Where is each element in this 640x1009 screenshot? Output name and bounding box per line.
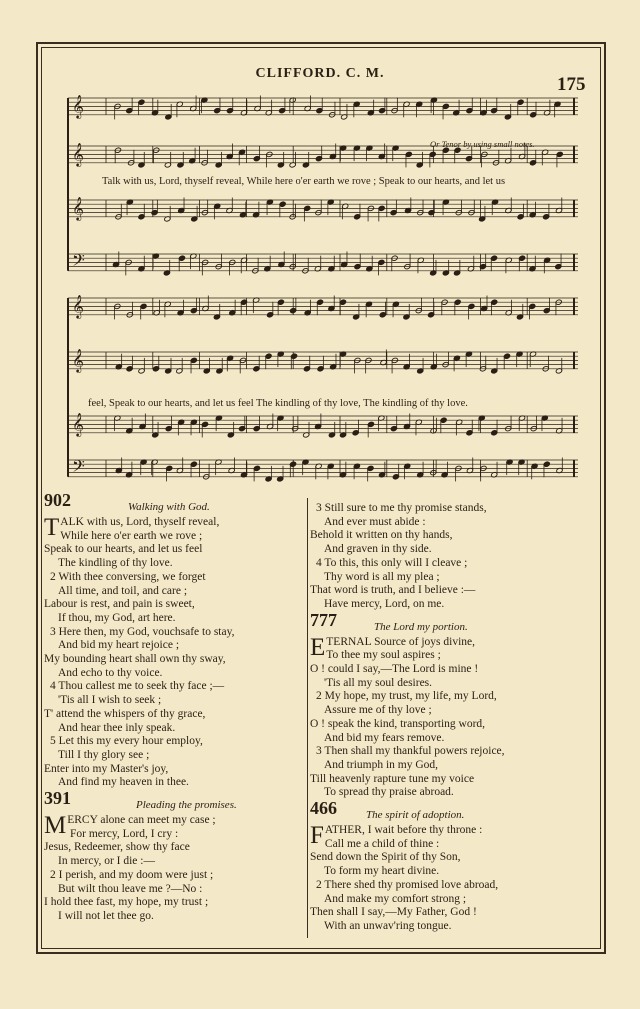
verse-line: And hear thee inly speak. (58, 721, 176, 734)
verse-line: 2 My hope, my trust, my life, my Lord, (316, 690, 497, 703)
verse-line: ALK with us, Lord, thyself reveal, (60, 516, 220, 528)
svg-text:𝄢: 𝄢 (72, 456, 85, 481)
hymn-777 (310, 609, 580, 800)
music-staff (68, 94, 578, 120)
svg-text:𝄞: 𝄞 (72, 294, 84, 319)
verse-line: While here o'er earth we rove ; (60, 529, 203, 542)
hymn-number: 777 (310, 609, 337, 630)
verse-line: TERNAL Source of joys divine, (326, 635, 476, 648)
verse-line: Till heavenly rapture tune my voice (310, 772, 475, 785)
verse-line: To form my heart divine. (324, 865, 440, 878)
left-column (44, 490, 306, 924)
verse-line: The kindling of thy love. (58, 557, 173, 570)
hymn-number: 466 (310, 798, 337, 819)
verse-line: Then shall I say,—My Father, God ! (310, 906, 477, 919)
verse-line: 3 Here then, my God, vouchsafe to stay, (50, 625, 235, 638)
verse-line: To spread thy praise abroad. (324, 786, 454, 799)
svg-text:𝄞: 𝄞 (72, 348, 84, 373)
tenor-note: Or Tenor by using small notes. (430, 139, 535, 149)
verse-line: If thou, my God, art here. (58, 611, 176, 624)
verse-line: Jesus, Redeemer, show thy face (44, 841, 190, 854)
music-staff (68, 250, 578, 276)
verse-line: And triumph in my God, (324, 758, 439, 771)
verse-line: In mercy, or I die :— (58, 855, 155, 868)
verse-line: Assure me of thy love ; (324, 704, 432, 717)
verse-line: Send down the Spirit of thy Son, (310, 851, 461, 864)
verse-line: And bid my heart rejoice ; (58, 639, 180, 652)
hymn-391-continued (310, 502, 580, 612)
verse-line: Enter into my Master's joy, (44, 762, 169, 775)
music-staff (68, 456, 578, 482)
svg-text:𝄞: 𝄞 (72, 196, 84, 221)
hymn-466 (310, 798, 580, 934)
verse-line: And ever must abide : (324, 515, 426, 528)
right-column (310, 502, 580, 934)
hymn-391 (44, 788, 306, 924)
hymn-number: 902 (44, 490, 71, 510)
verse-line: ERCY alone can meet my case ; (67, 814, 216, 827)
verse-line: T' attend the whispers of thy grace, (44, 707, 206, 720)
drop-cap: E (310, 633, 326, 661)
verse-line: I will not let thee go. (58, 909, 154, 922)
hymn-title: Pleading the promises. (136, 799, 237, 812)
verse-line: For mercy, Lord, I cry : (70, 827, 179, 840)
verse-line: With an unwav'ring tongue. (324, 919, 452, 932)
verse-line: Call me a child of thine : (324, 837, 440, 850)
svg-text:𝄢: 𝄢 (72, 250, 85, 275)
verse-line: And bid my fears remove. (324, 731, 445, 744)
drop-cap: M (44, 812, 67, 840)
hymn-title: Walking with God. (128, 501, 210, 513)
verse-line: Labour is rest, and pain is sweet, (44, 598, 195, 611)
verse-line: 4 To this, this only will I cleave ; (316, 556, 468, 569)
hymn-title: The spirit of adoption. (366, 809, 465, 822)
lyrics-system-2: feel, Speak to our hearts, and let us feel The kindling of thy love, The kindling of thy love. (88, 398, 468, 409)
verse-line: And graven in thy side. (324, 543, 432, 556)
verse-line: All time, and toil, and care ; (58, 584, 188, 597)
page-number: 175 (557, 74, 586, 95)
drop-cap: F (310, 822, 324, 850)
column-divider (307, 498, 308, 938)
verse-line: My bounding heart shall own thy sway, (44, 653, 226, 666)
verse-line: 2 There shed thy promised love abroad, (316, 878, 499, 891)
tune-title: CLIFFORD. C. M. (255, 66, 385, 81)
music-system-2 (66, 290, 582, 496)
svg-text:𝄞: 𝄞 (72, 412, 84, 437)
svg-text:𝄞: 𝄞 (72, 142, 84, 167)
verse-line: I hold thee fast, my hope, my trust ; (44, 896, 209, 909)
verse-line: To thee my soul aspires ; (326, 649, 441, 662)
drop-cap: T (44, 514, 60, 541)
verse-line: 'Tis all my soul desires. (324, 676, 433, 689)
verse-line: 3 Then shall my thankful powers rejoice, (316, 745, 505, 758)
verse-line: Till I thy glory see ; (58, 748, 150, 761)
verse-line: O ! speak the kind, transporting word, (310, 717, 486, 730)
music-staff (68, 348, 578, 374)
verse-line: Speak to our hearts, and let us feel (44, 543, 203, 556)
hymn-title: The Lord my portion. (374, 620, 468, 633)
verse-line: O ! could I say,—The Lord is mine ! (310, 663, 479, 676)
verse-line: 5 Let this my every hour employ, (50, 735, 203, 748)
verse-line: That word is truth, and I believe :— (310, 584, 476, 597)
music-staff (68, 294, 578, 320)
verse-line: 2 With thee conversing, we forget (50, 570, 206, 583)
music-staff (68, 196, 578, 222)
verse-line: Behold it written on thy hands, (310, 529, 453, 542)
hymn-902 (44, 490, 306, 790)
verse-line: 'Tis all I wish to seek ; (58, 694, 162, 707)
verse-line: Thy word is all my plea ; (324, 570, 440, 583)
verse-line: Have mercy, Lord, on me. (324, 597, 445, 610)
verse-line: But wilt thou leave me ?—No : (58, 882, 203, 895)
svg-text:𝄞: 𝄞 (72, 94, 84, 119)
music-staff (68, 412, 578, 438)
lyrics-system-1: Talk with us, Lord, thyself reveal, While here o'er earth we rove ; Speak to our hearts, and let us (102, 176, 506, 187)
verse-line: 3 Still sure to me thy promise stands, (316, 502, 487, 514)
verse-line: 2 I perish, and my doom were just ; (50, 868, 214, 881)
verse-line: And echo to thy voice. (58, 666, 163, 679)
verse-line: 4 Thou callest me to seek thy face ;— (50, 680, 225, 693)
verse-line: ATHER, I wait before thy throne : (324, 824, 483, 837)
verse-line: And find my heaven in thee. (58, 776, 189, 789)
hymn-number: 391 (44, 788, 71, 809)
verse-line: And make my comfort strong ; (324, 892, 467, 905)
